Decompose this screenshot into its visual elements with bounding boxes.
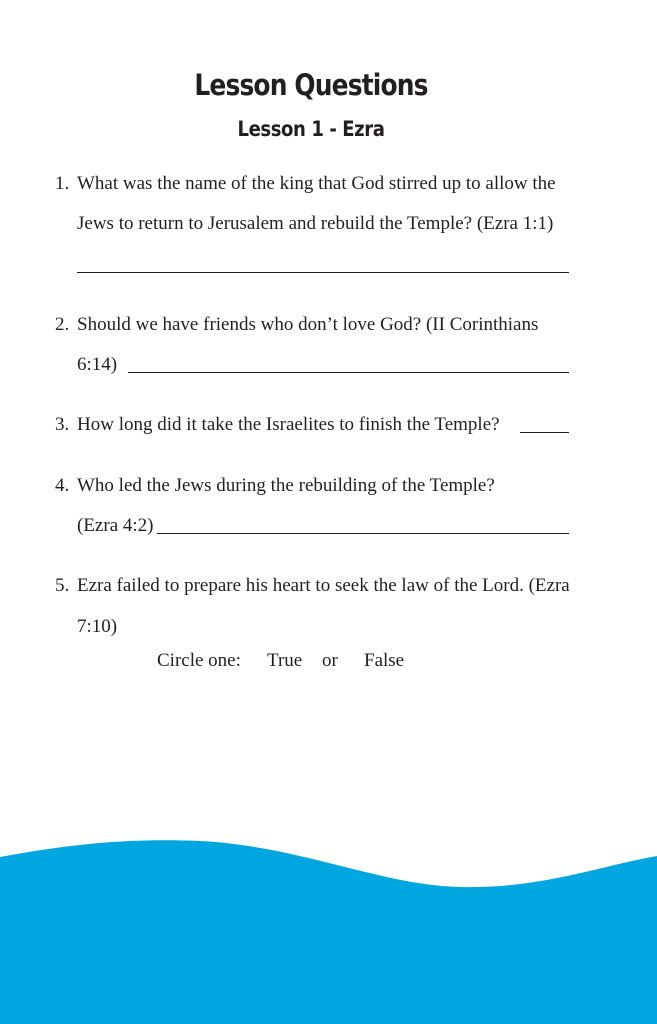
question-1-line-2: Jews to return to Jerusalem and rebuild the Temple? (Ezra 1:1): [77, 213, 554, 234]
question-3-line-1: How long did it take the Israelites to finish the Temple?: [77, 414, 500, 435]
question-5-line-2: 7:10): [77, 616, 118, 637]
question-2-number: 2.: [55, 314, 70, 335]
page-subtitle: Lesson 1 - Ezra: [237, 117, 385, 141]
question-1-number: 1.: [55, 173, 70, 194]
question-2-answer-blank[interactable]: [128, 372, 569, 373]
question-5-line-1: Ezra failed to prepare his heart to seek the law of the Lord. (Ezra: [77, 575, 570, 596]
question-4-line-1: Who led the Jews during the rebuilding of the Temple?: [77, 475, 495, 496]
question-5-number: 5.: [55, 575, 70, 596]
question-3-answer-blank[interactable]: [520, 432, 569, 433]
circle-one-label: Circle one:: [157, 650, 241, 671]
blue-wave-decoration: [0, 830, 657, 1024]
question-3-number: 3.: [55, 414, 70, 435]
question-4-answer-blank[interactable]: [157, 533, 569, 534]
question-2-line-1: Should we have friends who don’t love God? (II Corinthians: [77, 314, 539, 335]
circle-option-separator: or: [322, 650, 338, 671]
question-2-line-2: 6:14): [77, 354, 118, 375]
circle-option-false[interactable]: False: [364, 650, 405, 671]
question-1-line-1: What was the name of the king that God stirred up to allow the: [77, 173, 556, 194]
circle-option-true[interactable]: True: [267, 650, 303, 671]
question-4-number: 4.: [55, 475, 70, 496]
question-4-line-2: (Ezra 4:2): [77, 515, 154, 536]
page-title: Lesson Questions: [194, 68, 428, 102]
question-1-answer-blank[interactable]: [77, 272, 569, 273]
